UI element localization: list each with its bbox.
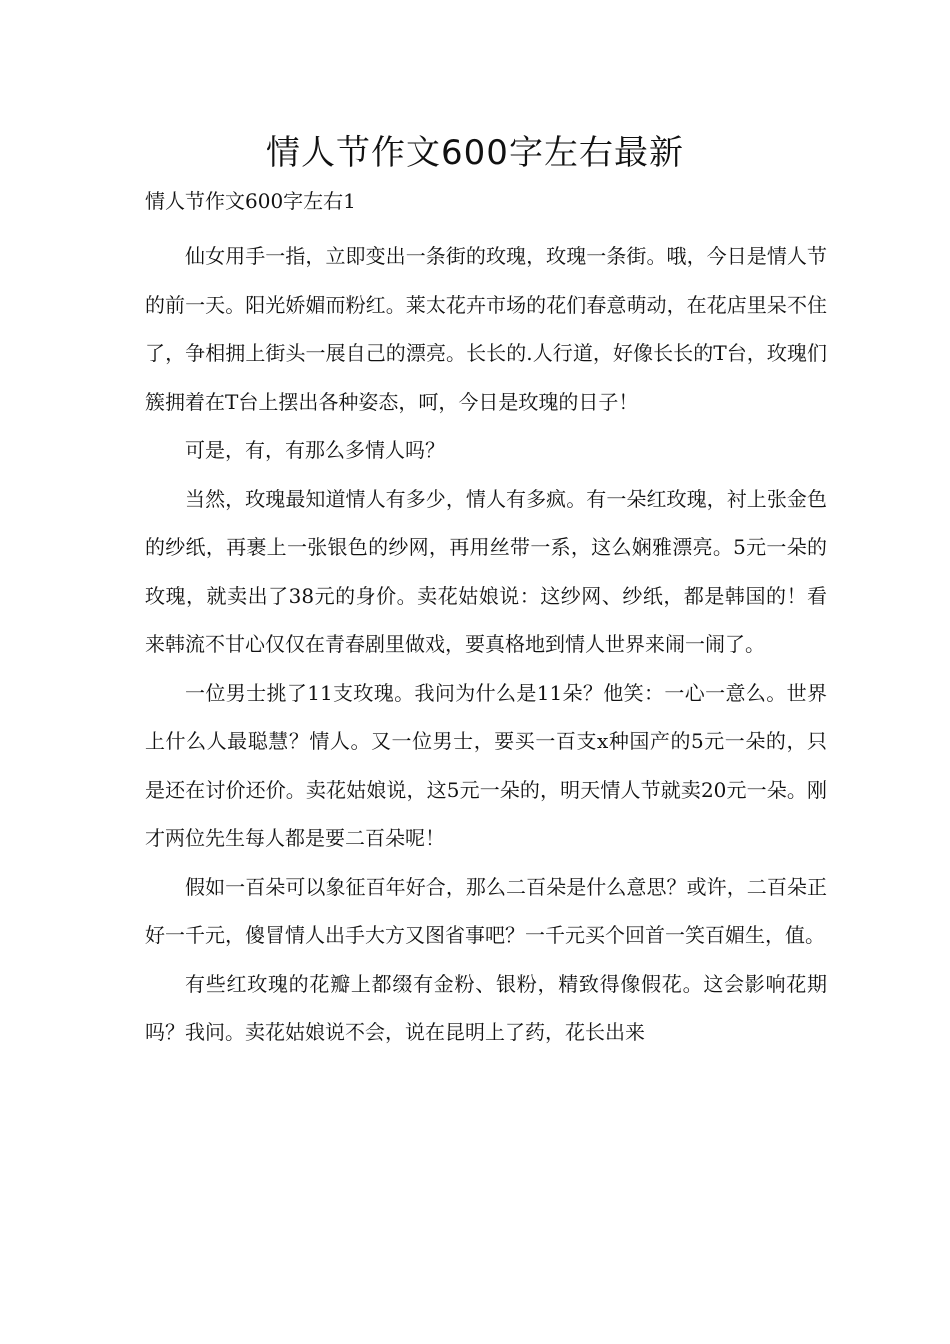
section-heading: 情人节作文600字左右1 bbox=[145, 189, 356, 213]
paragraph-3: 当然，玫瑰最知道情人有多少，情人有多疯。有一朵红玫瑰，衬上张金色的纱纸，再裹上一张银色的纱网，再用丝带一系，这么娴雅漂亮。5元一朵的玫瑰，就卖出了38元的身价。卖花姑娘说：这纱网、纱纸，都是韩国的！看来韩流不甘心仅仅在青春剧里做戏，要真格地到情人世界来闹一闹了。 bbox=[145, 486, 827, 656]
paragraph-2: 可是，有，有那么多情人吗？ bbox=[185, 438, 445, 462]
paragraph-4: 一位男士挑了11支玫瑰。我问为什么是11朵？他笑：一心一意么。世界上什么人最聪慧？情人。又一位男士，要买一百支x种国产的5元一朵的，只是还在讨价还价。卖花姑娘说，这5元一朵的，明天情人节就卖20元一朵。刚才两位先生每人都是要二百朵呢！ bbox=[145, 680, 827, 850]
document-body bbox=[145, 232, 827, 1057]
paragraph-6: 有些红玫瑰的花瓣上都缀有金粉、银粉，精致得像假花。这会影响花期吗？我问。卖花姑娘说不会，说在昆明上了药，花长出来 bbox=[145, 971, 827, 1044]
paragraph-5: 假如一百朵可以象征百年好合，那么二百朵是什么意思？或许，二百朵正好一千元，傻冒情人出手大方又图省事吧？一千元买个回首一笑百媚生，值。 bbox=[145, 874, 827, 947]
document-title: 情人节作文600字左右最新 bbox=[266, 133, 684, 173]
paragraph-1: 仙女用手一指，立即变出一条街的玫瑰，玫瑰一条街。哦，今日是情人节的前一天。阳光娇媚而粉红。莱太花卉市场的花们春意萌动，在花店里呆不住了，争相拥上街头一展自己的漂亮。长长的.人行道，好像长长的T台，玫瑰们簇拥着在T台上摆出各种姿态，呵，今日是玫瑰的日子！ bbox=[145, 244, 827, 414]
